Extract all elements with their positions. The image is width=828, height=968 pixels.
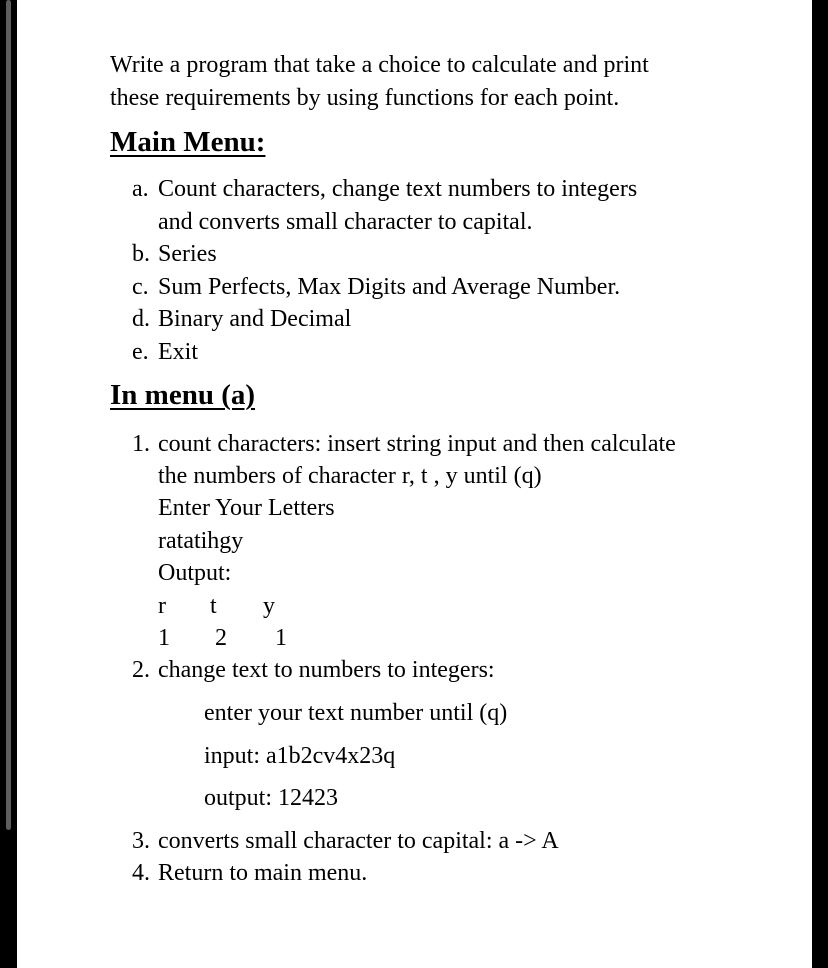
menu-item-c-text: Sum Perfects, Max Digits and Average Number. <box>158 274 621 300</box>
menu-item-c-label: c. <box>132 274 149 300</box>
menu-item-e-label: e. <box>132 339 149 365</box>
menu-item-d <box>132 303 351 335</box>
table-header-y: y <box>263 593 275 619</box>
menu-a-item-4 <box>132 857 367 889</box>
menu-a-item-1-continued: the numbers of character r, t , y until (q) <box>158 463 542 489</box>
table-header-t: t <box>210 593 217 619</box>
menu-a-item-1-text: count characters: insert string input and then calculate <box>158 431 676 457</box>
enter-letters-prompt: Enter Your Letters <box>158 495 335 521</box>
menu-item-a <box>132 173 637 205</box>
menu-item-b-label: b. <box>132 241 150 267</box>
menu-item-c <box>132 271 620 303</box>
menu-item-b-text: Series <box>158 241 217 267</box>
table-value-r: 1 <box>158 625 170 651</box>
document-page <box>17 0 812 968</box>
menu-a-item-1-label: 1. <box>132 431 150 457</box>
menu-item-a-label: a. <box>132 176 149 202</box>
menu-a-item-3 <box>132 825 559 857</box>
menu-item-a-continued: and converts small character to capital. <box>158 209 533 235</box>
menu-item-d-label: d. <box>132 306 150 332</box>
intro-line-1: Write a program that take a choice to calculate and print <box>110 52 649 78</box>
sample-input: ratatihgy <box>158 528 244 554</box>
menu-a-item-4-text: Return to main menu. <box>158 860 368 886</box>
output-label: Output: <box>158 560 232 586</box>
menu-a-item-4-label: 4. <box>132 860 150 886</box>
table-header-r: r <box>158 593 166 619</box>
example-output: output: 12423 <box>204 785 339 811</box>
menu-a-item-1 <box>132 428 676 460</box>
main-menu-heading: Main Menu: <box>110 126 266 158</box>
menu-item-e-text: Exit <box>158 339 198 365</box>
table-value-y: 1 <box>275 625 287 651</box>
menu-item-b <box>132 238 217 270</box>
table-value-t: 2 <box>215 625 227 651</box>
menu-a-heading: In menu (a) <box>110 379 256 411</box>
intro-line-2: these requirements by using functions for each point. <box>110 85 620 111</box>
menu-a-item-2-label: 2. <box>132 657 150 683</box>
menu-item-e <box>132 336 198 368</box>
menu-a-item-3-text: converts small character to capital: a -> A <box>158 828 559 854</box>
menu-item-d-text: Binary and Decimal <box>158 306 352 332</box>
text-number-prompt: enter your text number until (q) <box>204 700 508 726</box>
menu-item-a-text: Count characters, change text numbers to integers <box>158 176 638 202</box>
menu-a-item-2 <box>132 654 495 686</box>
example-input: input: a1b2cv4x23q <box>204 743 396 769</box>
scrollbar[interactable] <box>6 0 11 830</box>
menu-a-item-2-text: change text to numbers to integers: <box>158 657 495 683</box>
menu-a-item-3-label: 3. <box>132 828 150 854</box>
